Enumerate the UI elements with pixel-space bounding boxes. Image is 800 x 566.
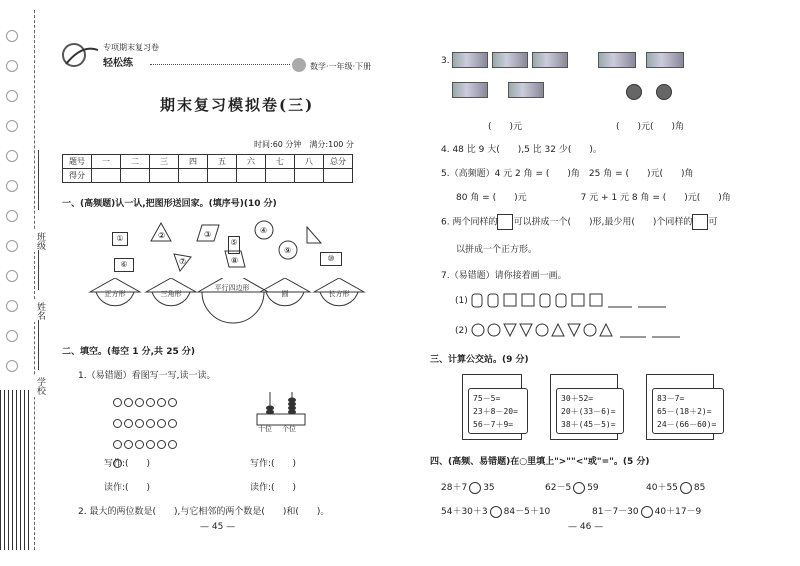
section2-q2: 2. 最大的两位数是( ),与它相邻的两个数是( )和( )。 — [78, 507, 330, 517]
write-answer-2[interactable]: 写作:( ) — [250, 459, 297, 469]
shape-5b-triangle — [306, 226, 322, 244]
coin-icon — [626, 84, 642, 100]
calc-item: 30＋52= — [561, 394, 594, 403]
binding-margin — [0, 0, 56, 566]
score-cell: 六 — [237, 155, 266, 169]
score-input-cell[interactable] — [92, 169, 121, 183]
section4-heading: 四、(高频、易错题)在○里填上">""<"或"="。(5 分) — [430, 457, 650, 467]
name-label: 姓名 — [35, 302, 45, 320]
school-label: 学校 — [35, 377, 45, 395]
class-label: 班级 — [35, 232, 45, 250]
banknote-icon — [492, 52, 528, 68]
shape-8-parallelogram — [224, 250, 246, 268]
shape-9-circle — [278, 240, 298, 260]
compare-circle[interactable] — [573, 482, 585, 494]
q5-row1: 5.（高频题）4 元 2 角 = ( )角 25 角 = ( )元( )角 — [441, 169, 694, 179]
compare-circle[interactable] — [490, 506, 502, 518]
q6-line1 — [441, 214, 717, 230]
compare-left: 62－5 — [545, 483, 572, 493]
q7-pattern-row2 — [470, 320, 700, 340]
q7: 7.（易错题）请你接着画一画。 — [441, 271, 567, 281]
banknote-icon — [532, 52, 568, 68]
q7-pattern-row1 — [470, 290, 700, 310]
banknote-icon — [452, 82, 488, 98]
write-answer-1[interactable]: 写作:( ) — [104, 459, 151, 469]
score-row-values — [63, 169, 353, 183]
time-score: 时间:60 分钟 满分:100 分 — [254, 140, 354, 149]
decorative-stripes — [0, 390, 30, 550]
house-parallelogram: 平行四边形 — [214, 284, 250, 292]
punch-hole — [6, 210, 18, 222]
calc-item: 75－5= — [473, 394, 501, 403]
right-page-number: — 46 — — [568, 522, 604, 532]
abacus-ones-label: 个位 — [282, 425, 296, 433]
q5-row2: 80 角 = ( )元 7 元 + 1 元 8 角 = ( )元( )角 — [456, 193, 731, 203]
score-input-cell[interactable] — [150, 169, 179, 183]
q7-row2-label: (2) — [455, 326, 468, 336]
score-input-cell[interactable] — [237, 169, 266, 183]
punch-hole — [6, 120, 18, 132]
square-blank-icon — [692, 214, 708, 230]
shape-5-rectangle: ⑤ — [228, 236, 240, 254]
punch-hole — [6, 150, 18, 162]
compare-item — [441, 504, 550, 518]
house-square: 正方形 — [104, 290, 126, 298]
calc-item: 38＋(45－5)= — [561, 420, 616, 429]
section1-heading: 一、(高频题)认一认,把图形送回家。(填序号)(10 分) — [62, 199, 277, 209]
q3-answer-1[interactable]: ( )元 — [488, 122, 523, 132]
score-input-cell[interactable] — [121, 169, 150, 183]
cut-line — [34, 10, 35, 550]
compare-item — [592, 504, 701, 518]
section2-q1: 1.（易错题）看图写一写,读一读。 — [78, 371, 216, 381]
punch-hole — [6, 180, 18, 192]
score-cell: 三 — [150, 155, 179, 169]
q6-text-b: 可以拼成一个( )形,最少用( )个同样的 — [513, 217, 693, 228]
grade-label: 数学·一年级·下册 — [310, 62, 372, 71]
compare-left: 28＋7 — [441, 483, 468, 493]
compare-circle[interactable] — [680, 482, 692, 494]
score-input-cell[interactable] — [324, 169, 353, 183]
compare-circle[interactable] — [469, 482, 481, 494]
compare-left: 81－7－30 — [592, 507, 639, 517]
score-input-cell[interactable] — [179, 169, 208, 183]
read-answer-1[interactable]: 读作:( ) — [104, 483, 151, 493]
compare-circle[interactable] — [641, 506, 653, 518]
banknote-icon — [598, 52, 636, 68]
compare-left: 54＋30＋3 — [441, 507, 488, 517]
score-cell: 八 — [295, 155, 324, 169]
house-triangle: 三角形 — [160, 290, 182, 298]
brand-logo — [62, 40, 102, 70]
punch-hole — [6, 330, 18, 342]
punch-hole — [6, 90, 18, 102]
calc-item: 24－(66－60)= — [657, 420, 717, 429]
compare-left: 40＋55 — [646, 483, 678, 493]
class-line — [38, 150, 39, 210]
score-table — [62, 154, 353, 183]
punch-hole — [6, 270, 18, 282]
house-circle: 圆 — [281, 290, 289, 298]
q6-text-c: 可 — [708, 217, 718, 228]
punch-hole — [6, 60, 18, 72]
house-rectangle: 长方形 — [328, 290, 350, 298]
school-line — [38, 320, 39, 370]
score-input-cell[interactable] — [295, 169, 324, 183]
section2-heading: 二、填空。(每空 1 分,共 25 分) — [62, 347, 195, 357]
score-row-header — [63, 155, 353, 169]
q3-answer-2[interactable]: ( )元( )角 — [616, 122, 685, 132]
series-name: 专项期末复习卷 — [103, 43, 159, 52]
punch-hole — [6, 30, 18, 42]
score-cell: 七 — [266, 155, 295, 169]
shape-3-parallelogram — [196, 224, 220, 242]
q3-label: 3. — [441, 56, 450, 66]
compare-right: 59 — [587, 483, 599, 493]
score-cell: 题号 — [63, 155, 92, 169]
calc-card-1 — [468, 388, 528, 434]
banknote-icon — [452, 52, 488, 68]
shape-10-rectangle: ⑩ — [320, 252, 342, 266]
abacus — [256, 390, 306, 426]
section3-heading: 三、计算公交站。(9 分) — [430, 355, 529, 365]
compare-right: 85 — [693, 483, 706, 493]
score-input-cell[interactable] — [208, 169, 237, 183]
square-blank-icon — [497, 214, 513, 230]
shape-label: ⑦ — [179, 257, 187, 266]
left-page-number: — 45 — — [200, 522, 236, 532]
punch-hole — [6, 240, 18, 252]
calc-item: 56－7＋9= — [473, 420, 514, 429]
shape-4-circle — [254, 220, 274, 240]
grade-badge-icon — [292, 58, 306, 72]
page-title: 期末复习模拟卷(三) — [160, 96, 315, 114]
calc-card-3 — [652, 388, 724, 434]
compare-right: 40＋17－9 — [654, 507, 702, 517]
banknote-icon — [508, 82, 544, 98]
score-cell: 总分 — [324, 155, 353, 169]
calc-item: 65－(18＋2)= — [657, 407, 712, 416]
calc-card-2 — [556, 388, 624, 434]
q6-line2: 以拼成一个正方形。 — [456, 245, 538, 255]
compare-item — [646, 480, 705, 494]
coin-icon — [656, 84, 672, 100]
score-cell: 一 — [92, 155, 121, 169]
q4: 4. 48 比 9 大( ),5 比 32 少( )。 — [441, 145, 602, 155]
shape-label: ⑨ — [284, 246, 292, 255]
shape-label: ⑧ — [231, 256, 239, 265]
score-cell: 五 — [208, 155, 237, 169]
q7-row1-label: (1) — [455, 296, 468, 306]
calc-item: 23＋8－20= — [473, 407, 518, 416]
banknote-icon — [646, 52, 684, 68]
q6-text-a: 6. 两个同样的 — [441, 217, 498, 228]
read-answer-2[interactable]: 读作:( ) — [250, 483, 297, 493]
brand-name: 轻松练 — [103, 58, 133, 69]
calc-item: 83－7= — [657, 394, 685, 403]
compare-item — [545, 480, 599, 494]
compare-right: 84－5＋10 — [503, 507, 551, 517]
punch-hole — [6, 360, 18, 372]
shape-7-triangle — [172, 252, 192, 272]
compare-item — [441, 480, 495, 494]
shape-1-square: ① — [112, 232, 128, 246]
calc-item: 20＋(33－6)= — [561, 407, 616, 416]
shape-label: ② — [158, 231, 166, 240]
score-input-cell[interactable] — [266, 169, 295, 183]
abacus-tens-label: 十位 — [258, 425, 272, 433]
punch-hole — [6, 300, 18, 312]
shape-label: ③ — [204, 230, 212, 239]
score-cell: 二 — [121, 155, 150, 169]
shape-6-square: ⑥ — [114, 258, 134, 272]
header-rule — [150, 64, 290, 65]
shape-label: ④ — [260, 226, 268, 235]
name-line — [38, 250, 39, 290]
shape-2-triangle — [150, 222, 172, 242]
score-cell: 得分 — [63, 169, 92, 183]
score-cell: 四 — [179, 155, 208, 169]
compare-right: 35 — [483, 483, 495, 493]
